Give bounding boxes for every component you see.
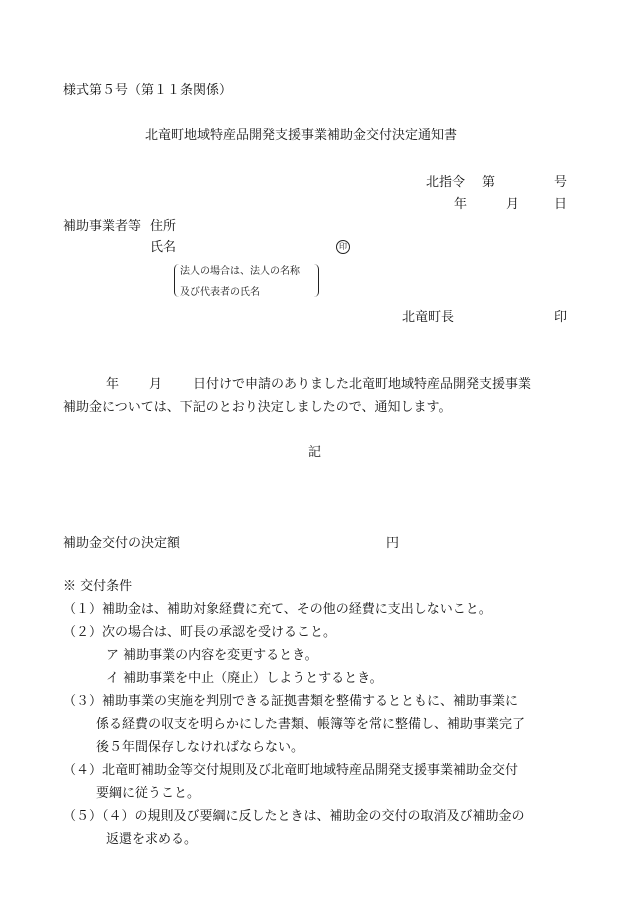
- condition-5-line2: 返還を求める。: [106, 832, 198, 847]
- amount-unit: 円: [386, 536, 400, 551]
- document-title: 北竜町地域特産品開発支援事業補助金交付決定通知書: [145, 128, 458, 143]
- date-day: 日: [554, 197, 568, 212]
- issuer-title: 北竜町長: [402, 310, 455, 325]
- condition-2: （２）次の場合は、町長の承認を受けること。: [63, 625, 337, 640]
- condition-3-line3: 後５年間保存しなければならない。: [96, 740, 305, 755]
- reference-dai: 第: [482, 175, 496, 190]
- condition-4-line1: （４）北竜町補助金等交付規則及び北竜町地域特産品開発支援事業補助金交付: [63, 763, 519, 778]
- conditions-heading: ※ 交付条件: [63, 579, 133, 594]
- issuer-seal: 印: [554, 310, 568, 325]
- condition-2-a: ア 補助事業の内容を変更するとき。: [106, 648, 318, 663]
- body-month: 月: [149, 377, 163, 392]
- body-line1: 日付けで申請のありました北竜町地域特産品開発支援事業: [193, 377, 532, 392]
- address-label: 住所: [150, 219, 177, 234]
- condition-1: （１）補助金は、補助対象経費に充て、その他の経費に支出しないこと。: [63, 602, 492, 617]
- corporate-note-line2: 及び代表者の氏名: [180, 287, 260, 298]
- reference-prefix: 北指令: [426, 175, 466, 190]
- corporate-note-line1: 法人の場合は、法人の名称: [180, 266, 300, 277]
- body-line2: 補助金については、下記のとおり決定しましたので、通知します。: [63, 400, 452, 415]
- condition-2-b: イ 補助事業を中止（廃止）しようとするとき。: [106, 671, 383, 686]
- date-month: 月: [506, 197, 520, 212]
- ki-heading: 記: [308, 445, 322, 460]
- amount-label: 補助金交付の決定額: [63, 536, 181, 551]
- name-label: 氏名: [150, 240, 177, 255]
- recipient-seal-mark: 印: [336, 240, 350, 254]
- body-year: 年: [106, 377, 120, 392]
- condition-4-line2: 要綱に従うこと。: [96, 786, 201, 801]
- condition-5-line1: （５）（４）の規則及び要綱に反したときは、補助金の交付の取消及び補助金の: [63, 809, 525, 824]
- date-year: 年: [454, 197, 468, 212]
- recipient-label: 補助事業者等: [63, 219, 142, 234]
- condition-3-line2: 係る経費の収支を明らかにした書類、帳簿等を常に整備し、補助事業完了: [96, 717, 526, 732]
- condition-3-line1: （３）補助事業の実施を判別できる証拠書類を整備するとともに、補助事業に: [63, 694, 519, 709]
- form-number: 様式第５号（第１１条関係）: [63, 83, 233, 98]
- reference-go: 号: [554, 175, 568, 190]
